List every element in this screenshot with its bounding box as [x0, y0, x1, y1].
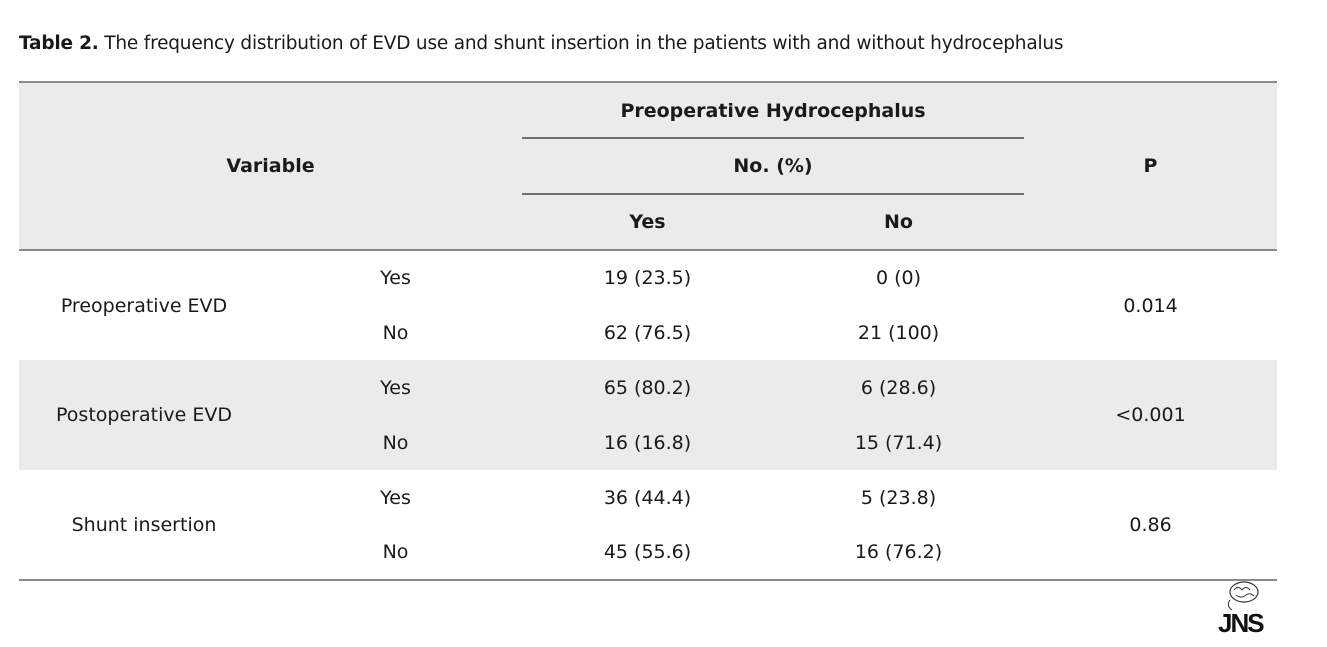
header-p: P — [1024, 82, 1277, 250]
cell-p: 0.86 — [1024, 470, 1277, 580]
brain-logo-icon — [1210, 578, 1282, 638]
cell-yes: 36 (44.4) — [603, 486, 692, 509]
row-level: No — [269, 415, 522, 470]
row-level: No — [382, 321, 409, 344]
row-variable: Shunt insertion — [19, 470, 269, 580]
table-caption — [19, 33, 1063, 54]
cell-p: <0.001 — [1024, 360, 1277, 470]
frequency-table — [19, 81, 1277, 581]
cell-yes: 65 (80.2) — [522, 360, 773, 415]
journal-logo — [1210, 578, 1282, 638]
caption-text: The frequency distribution of EVD use and shunt insertion in the patients with and without hydrocephalus — [98, 33, 1064, 54]
table-row — [19, 250, 1277, 305]
header-unit-label: No. (%) — [522, 139, 1024, 195]
header-yes: Yes — [522, 195, 773, 250]
cell-yes: 16 (16.8) — [522, 415, 773, 470]
header-no: No — [773, 195, 1024, 250]
header-variable: Variable — [19, 82, 522, 250]
cell-yes: 45 (55.6) — [522, 525, 773, 580]
row-level: Yes — [269, 360, 522, 415]
logo-text: JNS — [1218, 608, 1263, 638]
caption-label: Table 2. — [19, 33, 99, 54]
cell-no: 21 (100) — [857, 321, 940, 344]
data-table-container — [19, 81, 1277, 581]
cell-no: 6 (28.6) — [773, 360, 1024, 415]
cell-no: 16 (76.2) — [773, 525, 1024, 580]
row-variable: Preoperative EVD — [60, 294, 228, 317]
row-level: Yes — [380, 267, 411, 289]
row-level: No — [269, 525, 522, 580]
cell-no: 15 (71.4) — [773, 415, 1024, 470]
header-unit — [522, 139, 1024, 195]
cell-yes: 19 (23.5) — [603, 267, 692, 289]
header-group — [522, 82, 1024, 139]
header-group-label: Preoperative Hydrocephalus — [522, 83, 1024, 139]
cell-no: 0 (0) — [875, 267, 922, 289]
table-row — [19, 470, 1277, 525]
cell-no: 5 (23.8) — [860, 486, 937, 509]
cell-yes: 62 (76.5) — [603, 321, 692, 344]
row-level: Yes — [380, 486, 411, 509]
cell-p: 0.014 — [1123, 294, 1178, 317]
table-row — [19, 360, 1277, 415]
row-variable: Postoperative EVD — [19, 360, 269, 470]
